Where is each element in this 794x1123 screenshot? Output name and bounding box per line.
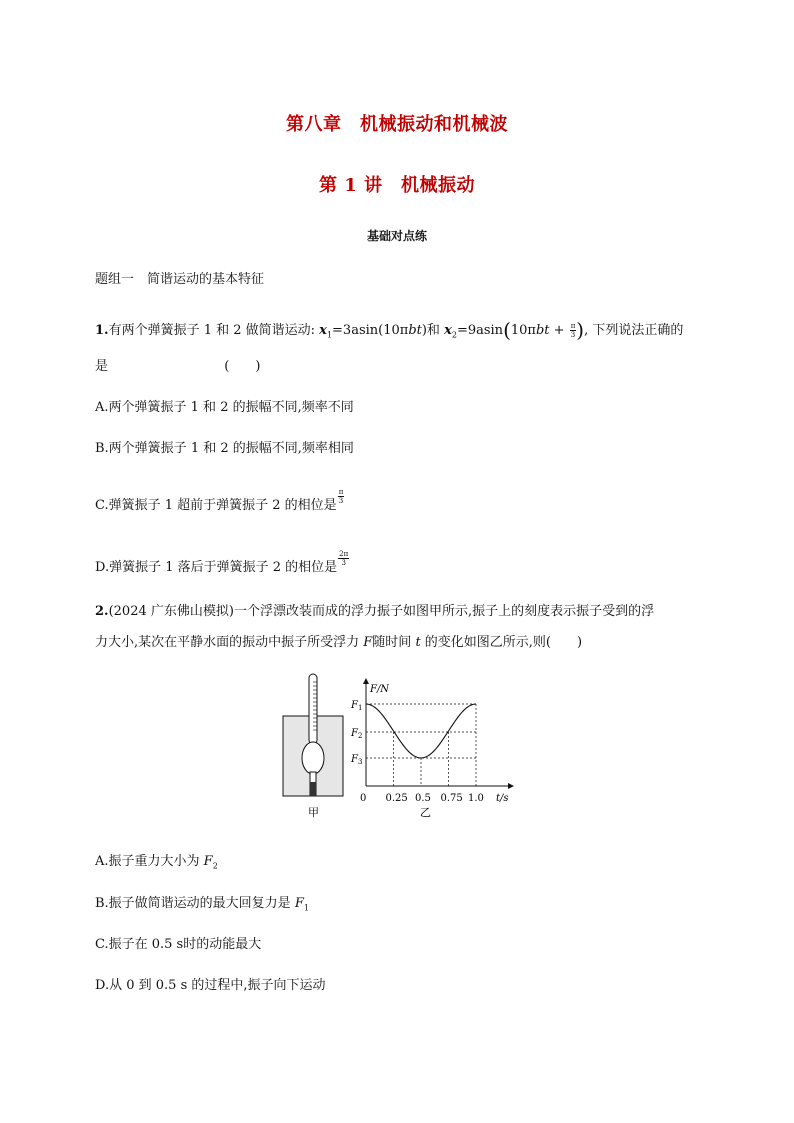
y-tick-f1: $F_1$: [351, 700, 363, 712]
y-axis-label: F/N: [370, 684, 390, 695]
q1-x2-inner: 10π: [510, 323, 536, 338]
float-stem: [309, 674, 317, 744]
q1-x2-expr: =9asin: [456, 323, 504, 338]
q2-option-b[interactable]: B.振子做简谐运动的最大回复力是 $F_1$: [95, 896, 309, 913]
q2-option-c[interactable]: C.振子在 0.5 s时的动能最大: [95, 937, 262, 952]
graph-marks: [350, 700, 484, 804]
q1-option-d-fraction: $\frac{2\pi}{3}$: [339, 550, 349, 567]
x-tick-0: 0: [360, 793, 367, 804]
q2-option-a[interactable]: A.振子重力大小为 $F_2$: [95, 854, 218, 871]
q1-close-paren: ): [576, 318, 585, 342]
q1-option-b[interactable]: B.两个弹簧振子 1 和 2 的振幅不同,频率相同: [95, 441, 354, 456]
x-tick-2: 0.5: [415, 793, 431, 804]
q1-x1-sub: 1: [326, 330, 333, 340]
y-axis-arrow: [363, 678, 369, 684]
figure-label-yi: 乙: [420, 806, 431, 819]
lesson-title: 第 1 讲 机械振动: [318, 175, 476, 196]
x-tick-1: 0.25: [385, 793, 408, 804]
q2-option-d[interactable]: D.从 0 到 0.5 s 的过程中,振子向下运动: [95, 978, 326, 993]
q1-stem-c: 是: [95, 359, 109, 374]
q1-x1-expr: =3asin(10π: [332, 323, 409, 338]
q1-stem-b: , 下列说法正确的: [584, 323, 684, 338]
q1-x2-var: x: [444, 323, 452, 338]
q1-open-paren: (: [503, 318, 511, 342]
q1-x2-bt: bt: [535, 323, 550, 338]
force-time-graph: [350, 678, 514, 819]
q1-x1-close: )和: [421, 323, 445, 338]
q1-x1-var: x: [319, 323, 327, 338]
q1-option-c-fraction: $\frac{\pi}{3}$: [338, 488, 344, 505]
y-tick-f2: $F_2$: [351, 728, 363, 740]
group-title: 题组一 简谐运动的基本特征: [95, 272, 265, 287]
q1-x2-sub: 2: [451, 330, 457, 340]
float-weight: [310, 782, 316, 796]
q1-option-d[interactable]: D.弹簧振子 1 落后于弹簧振子 2 的相位是 $\frac{2\pi}{3}$: [95, 550, 349, 575]
q1-x1-bt: bt: [408, 323, 422, 338]
float-apparatus: [283, 674, 343, 819]
q1-stem-line1: [95, 318, 683, 342]
q1-pi-over-3-fraction: $\frac{\pi}{3}$: [570, 322, 576, 339]
y-tick-f3: $F_3$: [351, 754, 363, 766]
x-axis-arrow: [508, 783, 514, 789]
q2-number: 2.: [95, 604, 109, 619]
float-bulb: [302, 742, 324, 774]
x-axis-label: t/s: [496, 793, 509, 804]
x-tick-3: 0.75: [440, 793, 463, 804]
x-tick-4: 1.0: [468, 793, 484, 804]
q2-stem-line2: 力大小,某次在平静水面的振动中振子所受浮力 F随时间 t 的变化如图乙所示,则( ): [95, 635, 583, 650]
force-curve: [366, 704, 476, 758]
figure-label-jia: 甲: [308, 806, 319, 819]
q1-stem-a: 有两个弹簧振子 1 和 2 做简谐运动:: [108, 323, 320, 338]
q1-stem-line2: [95, 355, 260, 374]
q1-option-a[interactable]: A.两个弹簧振子 1 和 2 的振幅不同,频率不同: [95, 400, 354, 415]
q2-stem-line1: [95, 600, 654, 619]
q1-number: 1.: [95, 323, 109, 338]
q2-var-F: F: [363, 635, 373, 650]
q1-answer-paren: ( ): [224, 359, 261, 374]
q1-x2-plus: +: [549, 323, 569, 338]
chapter-title: 第八章 机械振动和机械波: [286, 114, 508, 135]
q2-figure: [270, 668, 520, 828]
q1-option-c[interactable]: C.弹簧振子 1 超前于弹簧振子 2 的相位是 $\frac{\pi}{3}$: [95, 488, 344, 513]
q2-var-t: t: [415, 635, 421, 650]
q2-stem-line1-text: (2024 广东佛山模拟)一个浮漂改装而成的浮力振子如图甲所示,振子上的刻度表示振子受到的浮: [108, 604, 655, 619]
section-label: 基础对点练: [366, 229, 427, 243]
